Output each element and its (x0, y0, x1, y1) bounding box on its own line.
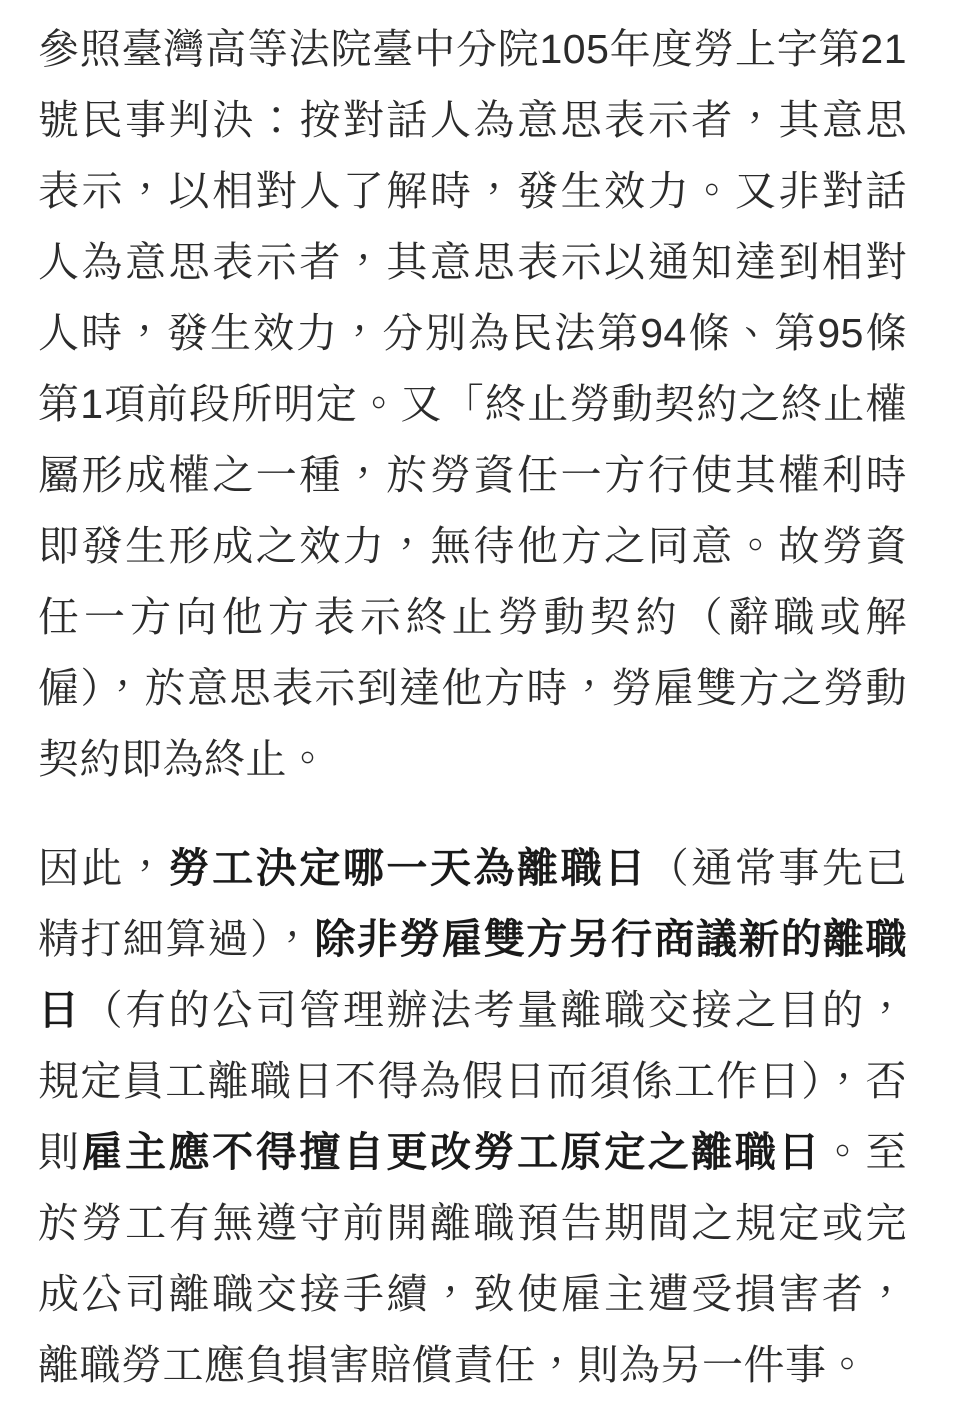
paragraph-list (38, 14, 907, 1401)
emphasized-text: 雇主應不得擅自更改勞工原定之離職日 (81, 1129, 822, 1175)
emphasized-text: 除非勞雇雙方另行商議新的離職日 (38, 916, 908, 1033)
body-text: 參照臺灣高等法院臺中分院105年度勞上字第21號民事判決：按對話人為意思表示者，其意思表示，以相對人了解時，發生效力。又非對話人為意思表示者，其意思表示以通知達到相對人時，發生效力，分別為民法第94條、第95條第1項前段所明定。又「終止勞動契約之終止權屬形成權之一種，於勞資任一方行使其權利時即發生形成之效力，無待他方之同意。故勞資任一方向他方表示終止勞動契約（辭職或解僱），於意思表示到達他方時，勞雇雙方之勞動契約即為終止。 (38, 26, 907, 782)
body-text: （通常事先已精打細算過）， (38, 845, 908, 962)
emphasized-text: 勞工決定哪一天為離職日 (168, 845, 648, 891)
body-text: （有的公司管理辦法考量離職交接之目的，規定員工離職日不得為假日而須係工作日），否則 (38, 987, 908, 1175)
paragraph-2 (38, 833, 907, 1401)
body-text: 因此， (38, 845, 169, 891)
paragraph-1 (38, 14, 907, 795)
body-text: 。至於勞工有無遵守前開離職預告期間之規定或完成公司離職交接手續，致使雇主遭受損害者，離職勞工應負損害賠償責任，則為另一件事。 (38, 1129, 908, 1388)
